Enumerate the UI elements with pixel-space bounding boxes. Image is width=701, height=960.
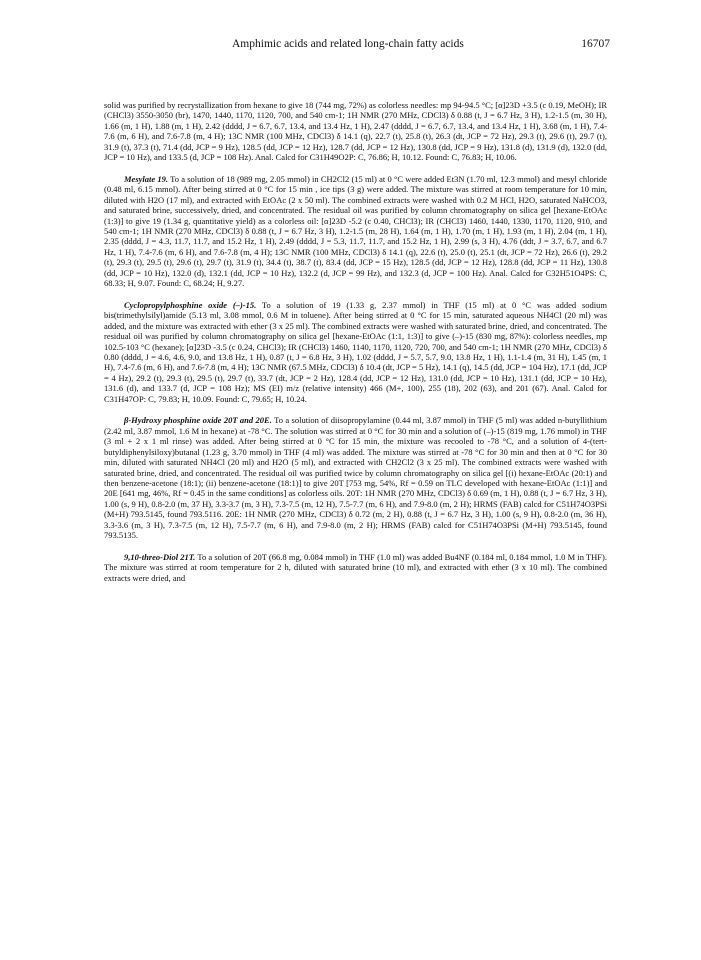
paragraph-text: solid was purified by recrystallization from hexane to give 18 (744 mg, 72%) as colorless needles: mp 94-94.5 °C; [α]23D +3.5 (c 0.19, MeOH); IR (CHCl3) 3550-3050 (br), 1470, 1440, 1170, 1120, 700, and 540 cm-1; 1H NMR (270 MHz, CDCl3) δ 0.88 (t, J = 6.7 Hz, 3 H), 1.2-1.5 (m, 30 H), 1.66 (m, 1 H), 1.88 (m, 1 H), 2.42 (dddd, J = 6.7, 6.7, 13.4, and 13.4 Hz, 1 H), 2.47 (dddd, J = 6.7, 6.7, 13.4, and 13.4 Hz, 1 H), 3.68 (m, 1 H), 7.4-7.6 (m, 6 H), and 7.6-7.8 (m, 4 H); 13C NMR (100 MHz, CDCl3) δ 14.1 (q), 22.7 (t), 25.8 (t), 26.3 (dt, JCP = 72 Hz), 29.3 (t), 29.6 (t), 29.7 (t), 31.9 (t), 37.3 (t), 71.4 (dd, JCP = 9 Hz), 128.5 (dd, JCP = 12 Hz), 128.7 (dd, JCP = 12 Hz), 130.8 (dd, JCP = 9 Hz), 131.8 (d), 131.9 (d), 132.0 (dd, JCP = 10 Hz), and 133.5 (d, JCP = 108 Hz). Anal. Calcd for C31H49O2P: C, 76.86; H, 10.12. Found: C, 76.83; H, 10.06. — [104, 100, 607, 163]
paragraph-text: To a solution of 19 (1.33 g, 2.37 mmol) in THF (15 ml) at 0 °C was added sodium bis(trimethylsilyl)amide (5.13 ml, 3.08 mmol, 0.6 M in toluene). After being stirred at 0 °C for 15 min, saturated aqueous NH4Cl (20 ml) was added, and the mixture was extracted with ether (3 x 25 ml). The combined extracts were washed with saturated brine, dried, and concentrated. The residual oil was purified by column chromatography on silica gel [hexane-EtOAc (1:1, 1:3)] to give (–)-15 (830 mg, 87%): colorless needles, mp 102.5-103 °C (hexane); [α]23D -3.5 (c 0.24, CHCl3); IR (CHCl3) 1460, 1140, 1170, 1120, 720, 700, and 540 cm-1; 1H NMR (270 MHz, CDCl3) δ 0.80 (dddd, J = 4.6, 4.6, 9.0, and 13.8 Hz, 1 H), 0.87 (t, J = 6.8 Hz, 3 H), 1.02 (dddd, J = 5.7, 5.7, 9.0, 13.8 Hz, 1 H), 1.1-1.4 (m, 31 H), 1.45 (m, 1 H), 7.4-7.6 (m, 6 H), and 7.6-7.8 (m, 4 H); 13C NMR (67.5 MHz, CDCl3) δ 10.4 (dt, JCP = 5 Hz), 14.1 (q), 14.5 (dd, JCP = 104 Hz), 17.1 (dd, JCP = 4 Hz), 29.2 (t), 29.3 (t), 29.5 (t), 29.7 (t), 33.7 (dt, JCP = 2 Hz), 128.4 (dd, JCP = 12 Hz), 131.0 (dd, JCP = 10 Hz), 131.1 (dd, JCP = 10 Hz), 131.6 (d), and 133.7 (d, JCP = 108 Hz); MS (EI) m/z (relative intensity) 466 (M+, 100), 255 (18), 202 (63), and 201 (67). Anal. Calcd for C31H47OP: C, 79.83; H, 10.09. Found: C, 79.65; H, 10.24. — [104, 299, 607, 404]
article-body — [104, 100, 607, 594]
paragraph-cyclopropylphosphine-oxide — [104, 300, 607, 405]
paragraph-threo-diol-21t — [104, 552, 607, 583]
page-number: 16707 — [581, 38, 610, 50]
paragraph-compound-18 — [104, 100, 607, 163]
paragraph-hydroxy-phosphine-oxide — [104, 415, 607, 540]
running-title: Amphimic acids and related long-chain fatty acids — [232, 38, 464, 50]
running-header — [100, 38, 610, 54]
paragraph-heading: β-Hydroxy phosphine oxide 20T and 20E. — [124, 415, 272, 426]
paragraph-heading: 9,10-threo-Diol 21T. — [124, 551, 196, 562]
paragraph-text: To a solution of 20T (66.8 mg, 0.084 mmol) in THF (1.0 ml) was added Bu4NF (0.184 ml, 0.184 mmol, 1.0 M in THF). The mixture was stirred at room temperature for 2 h, diluted with saturated brine (10 ml), and extracted with ether (3 x 10 ml). The combined extracts were dried, and — [104, 551, 607, 583]
paragraph-mesylate-19 — [104, 174, 607, 289]
paragraph-text: To a solution of diisopropylamine (0.44 ml, 3.87 mmol) in THF (5 ml) was added n-butyllithium (2.42 ml, 3.87 mmol, 1.6 M in hexane) at -78 °C. The solution was stirred at 0 °C for 30 min and a solution of (–)-15 (819 mg, 1.76 mmol) in THF (3 ml + 2 x 1 ml rinse) was added. After being stirred at 0 °C for 15 min, the mixture was recooled to -78 °C, and a solution of 4-(tert-butyldiphenylsiloxy)butanal (1.23 g, 3.70 mmol) in THF (4 ml) was added. The mixture was stirred at -78 °C for 30 min and then at 0 °C for 30 min, diluted with saturated NH4Cl (20 ml) and H2O (5 ml), and extracted with CH2Cl2 (3 x 25 ml). The combined extracts were washed with saturated brine, dried, and concentrated. The residual oil was purified twice by column chromatography on silica gel [(i) hexane-EtOAc (20:1) and then benzene-acetone (18:1); (ii) benzene-acetone (18:1)] to give 20T [753 mg, 54%, Rf = 0.59 on TLC developed with hexane-EtOAc (1:1)] and 20E [641 mg, 46%, Rf = 0.45 in the same conditions] as colorless oils. 20T: 1H NMR (270 MHz, CDCl3) δ 0.69 (m, 1 H), 0.88 (t, J = 6.7 Hz, 3 H), 1.00 (s, 9 H), 0.8-2.0 (m, 37 H), 3.3-3.7 (m, 3 H), 7.3-7.5 (m, 12 H), 7.5-7.7 (m, 6 H), and 7.9-8.0 (m, 2 H); HRMS (FAB) calcd for C51H74O3PSi (M+H) 793.5145, found 793.5116. 20E: 1H NMR (270 MHz, CDCl3) δ 0.72 (m, 2 H), 0.88 (t, J = 6.7 Hz, 3 H), 1.00 (s, 9 H), 0.8-2.0 (m, 36 H), 3.3-3.6 (m, 3 H), 7.3-7.5 (m, 12 H), 7.5-7.7 (m, 6 H), and 7.9-8.0 (m, 2 H); HRMS (FAB) calcd for C51H74O3PSi (M+H) 793.5145, found 793.5135. — [104, 415, 607, 541]
paragraph-heading: Mesylate 19. — [124, 173, 169, 184]
paragraph-text: To a solution of 18 (989 mg, 2.05 mmol) in CH2Cl2 (15 ml) at 0 °C were added Et3N (1.70 ml, 12.3 mmol) and mesyl chloride (0.48 ml, 6.15 mmol). After being stirred at 0 °C for 15 min , ice tips (3 g) were added. The mixture was stirred at room temperature for 10 min, diluted with H2O (17 ml), and extracted with EtOAc (2 x 50 ml). The combined extracts were washed with 0.2 M HCl, H2O, saturated NaHCO3, and saturated brine, successively, dried, and concentrated. The residual oil was purified by column chromatography on silica gel [hexane-EtOAc (1:3)] to give 19 (1.34 g, quantitative yield) as a colorless oil: [α]23D -5.2 (c 0.40, CHCl3); IR (CHCl3) 1460, 1440, 1330, 1170, 1120, 910, and 540 cm-1; 1H NMR (270 MHz, CDCl3) δ 0.88 (t, J = 6.7 Hz, 3 H), 1.2-1.5 (m, 28 H), 1.64 (m, 1 H), 1.70 (m, 1 H), 1.93 (m, 1 H), 2.04 (m, 1 H), 2.35 (dddd, J = 4.3, 11.7, 11.7, and 15.2 Hz, 1 H), 2.49 (dddd, J = 5.3, 11.7, 11.7, and 15.2 Hz, 1 H), 2.99 (s, 3 H), 4.76 (ddt, J = 3.7, 6.7, and 6.7 Hz, 1 H), 7.4-7.6 (m, 6 H), and 7.6-7.8 (m, 4 H); 13C NMR (100 MHz, CDCl3) δ 14.1 (q), 22.6 (t), 25.0 (t), 25.1 (dt, JCP = 72 Hz), 26.6 (t), 29.2 (t), 29.3 (t), 29.5 (t), 29.6 (t), 29.7 (t), 31.9 (t), 34.4 (t), 38.7 (t), 83.4 (dd, JCP = 15 Hz), 128.5 (dd, JCP = 12 Hz), 128.8 (dd, JCP = 11 Hz), 130.8 (dd, JCP = 10 Hz), 132.0 (d), 132.1 (dd, JCP = 10 Hz), 132.2 (d, JCP = 99 Hz), and 132.3 (d, JCP = 100 Hz). Anal. Calcd for C32H51O4PS: C, 68.33; H, 9.07. Found: C, 68.24; H, 9.27. — [104, 173, 607, 289]
paragraph-heading: Cyclopropylphosphine oxide (–)-15. — [124, 299, 257, 310]
